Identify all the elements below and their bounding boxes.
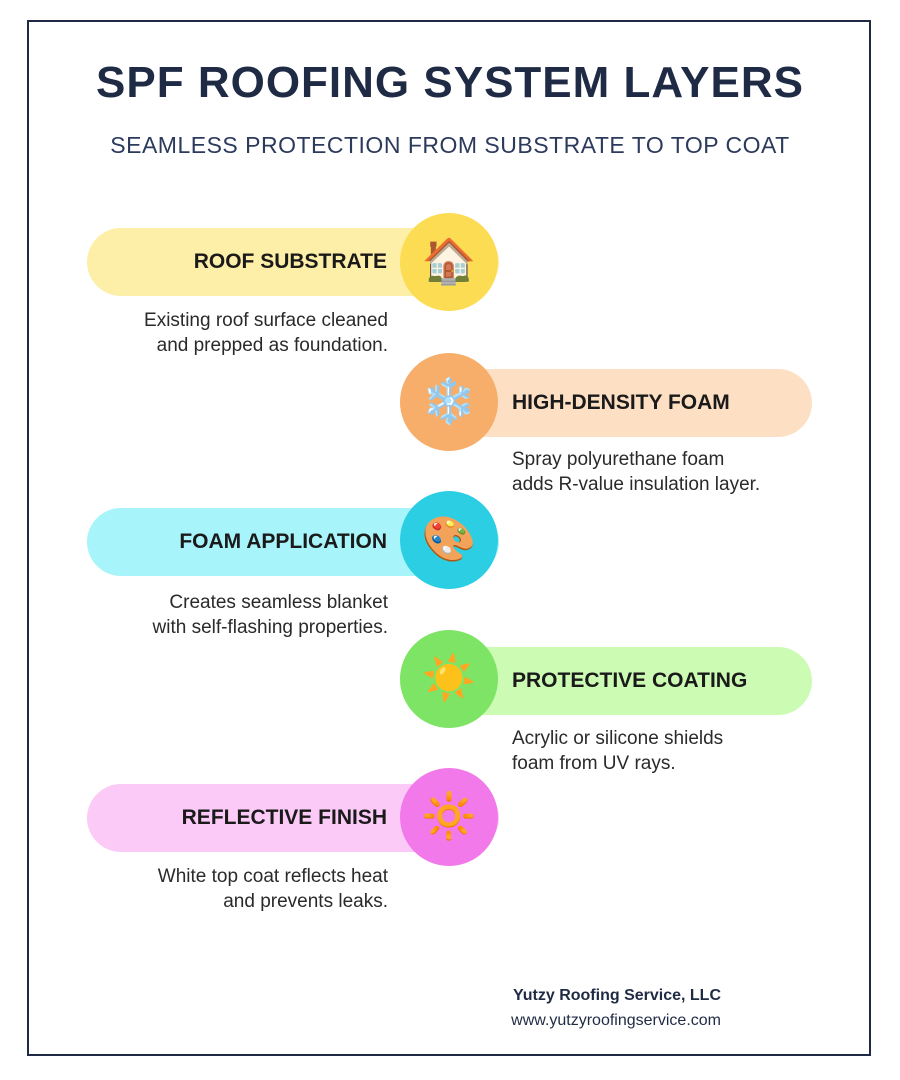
layer-label: REFLECTIVE FINISH bbox=[181, 806, 387, 829]
layer-label: HIGH-DENSITY FOAM bbox=[512, 391, 730, 414]
description-line: White top coat reflects heat bbox=[157, 866, 388, 887]
sun-icon: ☀️ bbox=[400, 630, 498, 728]
description-line: Spray polyurethane foam bbox=[512, 449, 725, 470]
description-line: Creates seamless blanket bbox=[169, 592, 388, 613]
description-line: Acrylic or silicone shields bbox=[512, 728, 724, 749]
page-subtitle: SEAMLESS PROTECTION FROM SUBSTRATE TO TOP COAT bbox=[110, 132, 790, 158]
description-line: foam from UV rays. bbox=[512, 753, 676, 774]
description-line: and prepped as foundation. bbox=[156, 335, 388, 356]
layer-description bbox=[68, 864, 388, 914]
layer-label: FOAM APPLICATION bbox=[179, 530, 387, 553]
layer-description bbox=[68, 308, 388, 358]
layer-description bbox=[512, 447, 812, 497]
house-icon: 🏠 bbox=[400, 213, 498, 311]
layer-description bbox=[512, 726, 812, 776]
layer-label: ROOF SUBSTRATE bbox=[193, 250, 387, 273]
company-website-link[interactable]: www.yutzyroofingservice.com bbox=[511, 1012, 721, 1029]
palette-icon: 🎨 bbox=[400, 491, 498, 589]
layer-label: PROTECTIVE COATING bbox=[512, 669, 748, 692]
description-line: and prevents leaks. bbox=[223, 891, 388, 912]
page-title: SPF ROOFING SYSTEM LAYERS bbox=[96, 58, 804, 107]
description-line: Existing roof surface cleaned bbox=[144, 310, 388, 331]
snowflake-icon: ❄️ bbox=[400, 353, 498, 451]
description-line: with self-flashing properties. bbox=[152, 617, 388, 638]
description-line: adds R-value insulation layer. bbox=[512, 474, 761, 495]
layer-description bbox=[68, 590, 388, 640]
bright-sun-icon: 🔆 bbox=[400, 768, 498, 866]
company-name: Yutzy Roofing Service, LLC bbox=[512, 987, 721, 1004]
